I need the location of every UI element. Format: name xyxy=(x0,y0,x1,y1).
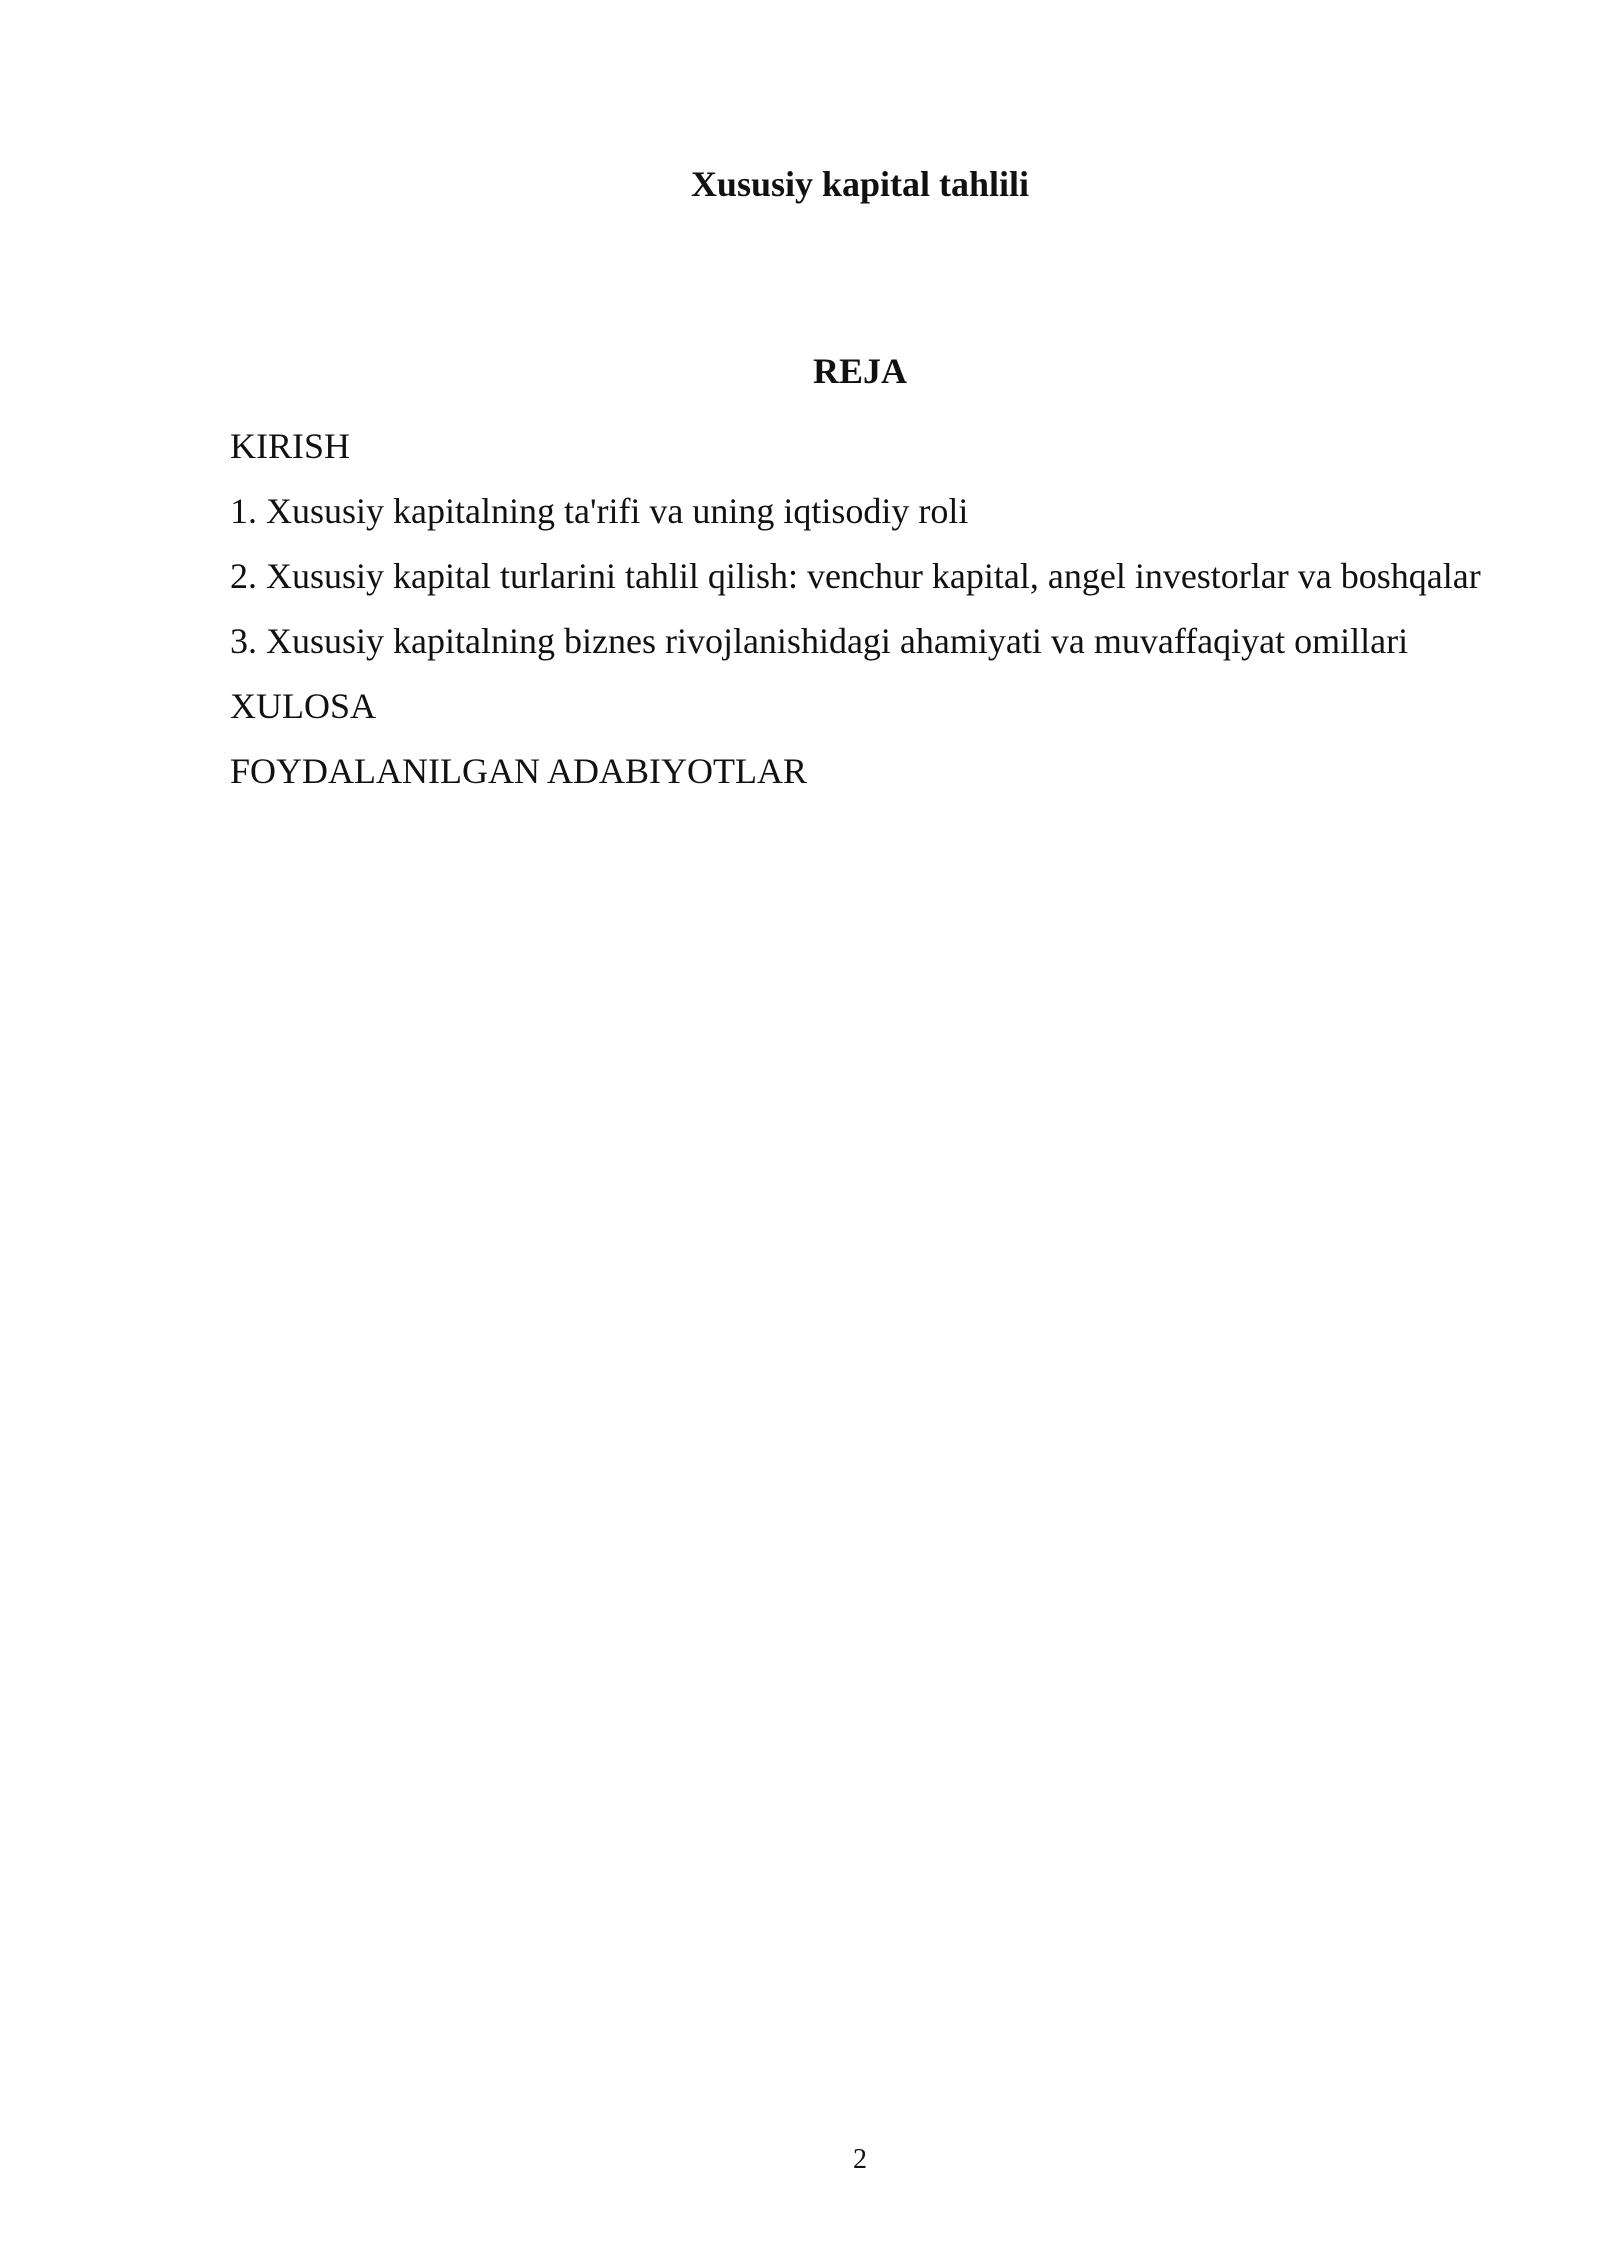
document-title: Xususiy kapital tahlili xyxy=(690,164,1030,204)
plan-item-2: 2. Xususiy kapital turlarini tahlil qilish: venchur kapital, angel investorlar va boshqalar xyxy=(230,556,1481,596)
plan-item-1: 1. Xususiy kapitalning ta'rifi va uning iqtisodiy roli xyxy=(230,491,969,531)
plan-item-conclusion: XULOSA xyxy=(230,686,377,726)
page-number: 2 xyxy=(853,2144,867,2175)
plan-item-3: 3. Xususiy kapitalning biznes rivojlanishidagi ahamiyati va muvaffaqiyat omillari xyxy=(230,621,1409,661)
plan-item-introduction: KIRISH xyxy=(230,426,351,466)
plan-heading: REJA xyxy=(812,351,907,391)
plan-item-references: FOYDALANILGAN ADABIYOTLAR xyxy=(230,751,807,791)
plan-list xyxy=(230,418,1530,808)
